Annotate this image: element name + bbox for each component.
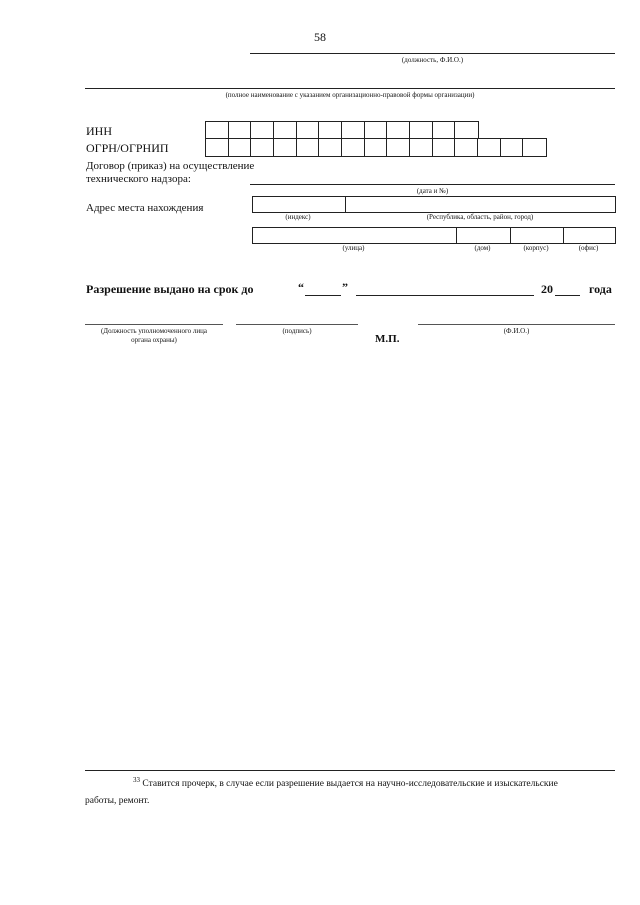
house-cell[interactable] — [457, 228, 511, 243]
ogrn-label: ОГРН/ОГРНИП — [86, 141, 169, 155]
index-cell[interactable] — [253, 197, 346, 212]
footnote-text-line2: работы, ремонт. — [85, 796, 150, 807]
footnote — [85, 772, 615, 810]
building-caption: (корпус) — [523, 244, 549, 252]
street-caption: (улица) — [342, 244, 365, 252]
house-caption: (дом) — [474, 244, 491, 252]
region-cell[interactable] — [346, 197, 615, 212]
footnote-separator — [85, 770, 615, 771]
year-prefix: 20 — [541, 282, 553, 296]
region-caption: (Республика, область, район, город) — [426, 213, 534, 221]
position-caption: (должность, Ф.И.О.) — [401, 56, 464, 64]
building-cell[interactable] — [511, 228, 564, 243]
permit-issued-label: Разрешение выдано на срок до — [86, 282, 254, 296]
office-cell[interactable] — [564, 228, 615, 243]
address-row1-box[interactable] — [252, 196, 616, 213]
address-label: Адрес места нахождения — [86, 202, 204, 214]
index-caption: (индекс) — [285, 213, 311, 221]
quote-close: ” — [342, 280, 348, 294]
contract-date-line[interactable] — [250, 184, 615, 185]
page-number: 58 — [314, 30, 326, 44]
contract-label-line1: Договор (приказ) на осуществление — [86, 160, 255, 172]
name-line[interactable] — [418, 324, 615, 325]
address-row2-box[interactable] — [252, 227, 616, 244]
name-caption: (Ф.И.О.) — [503, 327, 530, 335]
footnote-text-line1: Ставится прочерк, в случае если разрешение выдается на научно-исследовательские и изыскательские — [142, 779, 558, 790]
inn-label: ИНН — [86, 124, 112, 138]
year-line[interactable] — [555, 295, 580, 296]
signature-caption: (подпись) — [282, 327, 312, 335]
day-line[interactable] — [305, 295, 341, 296]
street-cell[interactable] — [253, 228, 457, 243]
office-caption: (офис) — [578, 244, 599, 252]
official-caption-line1: (Должность уполномоченного лица — [100, 327, 208, 335]
position-line — [250, 53, 615, 54]
contract-label-line2: технического надзора: — [86, 173, 191, 185]
org-name-caption: (полное наименование с указанием организационно-правовой формы организации) — [225, 91, 475, 99]
stamp-label: М.П. — [375, 333, 400, 345]
month-line[interactable] — [356, 295, 534, 296]
ogrn-boxes[interactable] — [205, 138, 547, 157]
footnote-mark: 33 — [133, 776, 140, 784]
signature-line[interactable] — [236, 324, 358, 325]
official-caption-line2: органа охраны) — [131, 336, 177, 344]
org-name-line — [85, 88, 615, 89]
inn-boxes[interactable] — [205, 121, 479, 139]
contract-date-caption: (дата и №) — [416, 187, 449, 195]
official-line[interactable] — [85, 324, 223, 325]
quote-open: “ — [298, 280, 304, 294]
year-suffix: года — [589, 282, 612, 296]
